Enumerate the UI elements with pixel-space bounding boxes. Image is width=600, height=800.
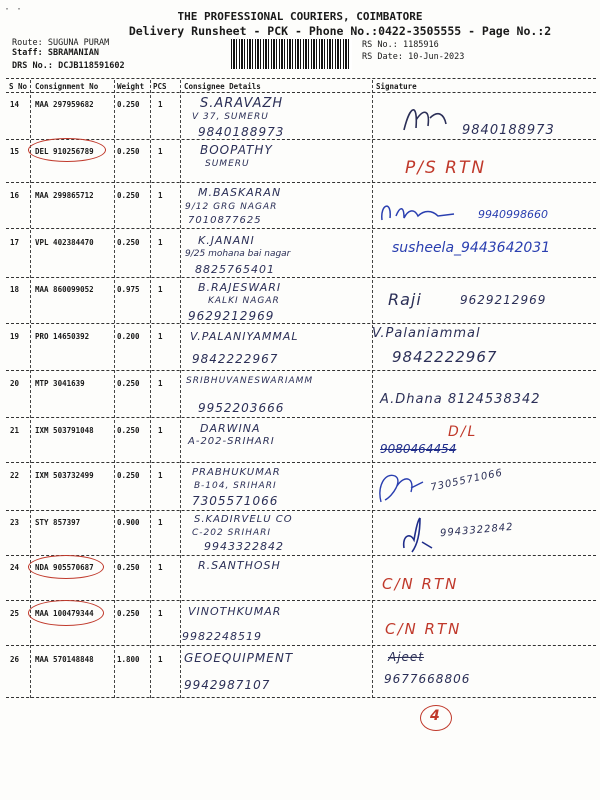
signature-name-phone: susheela_9443642031 [392, 240, 551, 256]
row-consignee-name: DARWINA [200, 422, 261, 435]
row-consignment-no: IXM 503791048 [35, 426, 94, 435]
row-rule [6, 697, 596, 698]
row-consignee-address: A-202-SRIHARI [188, 436, 275, 447]
row-consignee-address: SUMERU [205, 159, 250, 169]
row-consignee-phone: 9629212969 [188, 309, 275, 323]
red-circle-mark [28, 555, 104, 579]
staff-line [12, 48, 99, 58]
row-sno: 18 [10, 285, 20, 294]
route-line [12, 38, 109, 48]
signature-scribble [378, 196, 458, 226]
row-consignee-name: SRIBHUVANESWARIAMM [186, 376, 314, 386]
row-weight: 0.250 [117, 563, 140, 572]
col-divider [180, 80, 181, 698]
drs-label: DRS No.: [12, 61, 53, 71]
red-circle-mark [28, 138, 106, 162]
signature-phone: 9943322842 [439, 521, 514, 540]
rs-no-line [362, 40, 439, 50]
row-weight: 0.250 [117, 609, 140, 618]
row-weight: 0.250 [117, 379, 140, 388]
signature-scribble [400, 100, 450, 136]
row-consignee-phone: 9942987107 [184, 678, 271, 692]
rs-date-label: RS Date: [362, 52, 403, 62]
row-pcs: 1 [158, 655, 163, 664]
col-divider [372, 80, 373, 698]
row-consignment-no: IXM 503732499 [35, 471, 94, 480]
signature-phone: 9840188973 [462, 123, 555, 138]
row-consignee-phone: 7010877625 [188, 215, 262, 226]
struck-signature: Ajeet [388, 650, 425, 664]
row-pcs: 1 [158, 191, 163, 200]
delivered-remark: D/L [448, 424, 478, 440]
row-sno: 17 [10, 238, 20, 247]
row-consignee-name: R.SANTHOSH [198, 559, 281, 572]
col-divider [114, 80, 115, 698]
row-sno: 19 [10, 332, 20, 341]
row-consignee-address: V 37, SUMERU [192, 112, 269, 122]
rs-date-line [362, 52, 464, 62]
page-count-mark: 4 [430, 708, 442, 724]
row-sno: 24 [10, 563, 20, 572]
row-pcs: 1 [158, 379, 163, 388]
row-weight: 0.250 [117, 426, 140, 435]
row-weight: 0.900 [117, 518, 140, 527]
row-consignee-phone: 8825765401 [195, 263, 275, 276]
drs-line [12, 61, 125, 71]
row-consignee-name: BOOPATHY [200, 143, 273, 157]
row-sno: 22 [10, 471, 20, 480]
table-top-rule [6, 78, 596, 79]
row-rule [6, 139, 596, 140]
row-sno: 16 [10, 191, 20, 200]
row-consignee-name: S.KADIRVELU CO [194, 514, 293, 525]
row-weight: 0.250 [117, 238, 140, 247]
row-consignee-phone: 7305571066 [192, 494, 279, 508]
signature-phone: 7305571066 [429, 467, 504, 494]
col-header-pcs: PCS [153, 82, 167, 91]
col-header-signature: Signature [376, 82, 417, 91]
row-consignment-no: PRO 14650392 [35, 332, 90, 341]
row-weight: 0.250 [117, 100, 140, 109]
drs-value: DCJB118591602 [58, 61, 125, 71]
staff-value: SBRAMANIAN [47, 48, 100, 58]
row-consignment-no: VPL 402384470 [35, 238, 94, 247]
row-pcs: 1 [158, 100, 163, 109]
row-rule [6, 277, 596, 278]
row-rule [6, 510, 596, 511]
route-value: SUGUNA PURAM [47, 38, 110, 48]
row-weight: 0.250 [117, 147, 140, 156]
row-consignee-name: V.PALANIYAMMAL [190, 330, 299, 343]
col-divider [30, 80, 31, 698]
row-weight: 0.250 [117, 191, 140, 200]
row-pcs: 1 [158, 147, 163, 156]
col-header-consignee: Consignee Details [184, 82, 261, 91]
signature-name: V.Palaniammal [372, 326, 481, 341]
return-remark: P/S RTN [405, 158, 487, 178]
row-consignee-name: VINOTHKUMAR [188, 605, 282, 618]
signature-name-phone: A.Dhana 8124538342 [380, 392, 541, 407]
company-title: THE PROFESSIONAL COURIERS, COIMBATORE [177, 10, 423, 23]
row-consignment-no: NDA 905570687 [35, 563, 94, 572]
row-consignment-no: MAA 299865712 [35, 191, 94, 200]
row-consignment-no: MTP 3041639 [35, 379, 85, 388]
row-rule [6, 370, 596, 371]
row-pcs: 1 [158, 563, 163, 572]
row-consignment-no: DEL 910256789 [35, 147, 94, 156]
row-consignee-address: B-104, SRIHARI [194, 481, 277, 491]
scan-speck: · · [4, 4, 23, 15]
row-consignee-phone: 9840188973 [198, 125, 285, 139]
row-rule [6, 600, 596, 601]
row-rule [6, 228, 596, 229]
row-rule [6, 323, 596, 324]
row-consignee-address: 9/25 mohana bai nagar [185, 249, 291, 259]
row-sno: 20 [10, 379, 20, 388]
route-label: Route: [12, 38, 43, 48]
barcode [230, 38, 352, 70]
table-header-rule [6, 92, 596, 93]
row-consignment-no: MAA 570148848 [35, 655, 94, 664]
row-rule [6, 462, 596, 463]
row-consignee-name: K.JANANI [198, 234, 255, 247]
row-consignee-phone: 9943322842 [204, 540, 284, 553]
row-consignee-name: GEOEQUIPMENT [184, 651, 294, 665]
row-weight: 0.200 [117, 332, 140, 341]
row-weight: 0.975 [117, 285, 140, 294]
row-sno: 14 [10, 100, 20, 109]
signature-scribble [375, 466, 427, 506]
row-consignment-no: MAA 100479344 [35, 609, 94, 618]
signature-phone: 9842222967 [392, 348, 498, 366]
row-pcs: 1 [158, 518, 163, 527]
row-sno: 25 [10, 609, 20, 618]
row-rule [6, 555, 596, 556]
row-pcs: 1 [158, 609, 163, 618]
return-remark: C/N RTN [385, 620, 462, 638]
row-pcs: 1 [158, 471, 163, 480]
rs-date-value: 10-Jun-2023 [408, 52, 465, 62]
row-rule [6, 182, 596, 183]
row-weight: 0.250 [117, 471, 140, 480]
red-circle-mark [28, 600, 104, 626]
row-pcs: 1 [158, 238, 163, 247]
row-consignee-phone: 9952203666 [198, 401, 285, 415]
row-sno: 15 [10, 147, 20, 156]
row-weight: 1.800 [117, 655, 140, 664]
row-rule [6, 645, 596, 646]
row-consignee-phone: 9842222967 [192, 352, 279, 366]
rs-no-label: RS No.: [362, 40, 398, 50]
row-rule [6, 417, 596, 418]
signature-scribble [398, 514, 438, 554]
row-consignee-name: M.BASKARAN [198, 186, 282, 199]
rs-no-value: 1185916 [402, 40, 439, 50]
struck-signature: 9080464454 [380, 442, 457, 456]
col-header-weight: Weight [117, 82, 145, 91]
row-consignee-phone: 9982248519 [182, 630, 262, 643]
row-consignee-name: S.ARAVAZH [200, 96, 284, 111]
row-pcs: 1 [158, 285, 163, 294]
row-consignee-address: 9/12 GRG NAGAR [185, 202, 278, 212]
row-sno: 26 [10, 655, 20, 664]
row-pcs: 1 [158, 426, 163, 435]
signature-phone: 9940998660 [478, 208, 548, 221]
row-sno: 23 [10, 518, 20, 527]
row-pcs: 1 [158, 332, 163, 341]
signature-phone: 9677668806 [384, 672, 471, 686]
row-consignee-address: KALKI NAGAR [208, 296, 280, 306]
row-consignee-name: PRABHUKUMAR [192, 467, 281, 478]
runsheet-title: Delivery Runsheet - PCK - Phone No.:0422-3505555 - Page No.:2 [128, 24, 552, 38]
row-consignee-address: C-202 SRIHARI [192, 528, 272, 538]
row-sno: 21 [10, 426, 20, 435]
signature-name: Raji [388, 290, 422, 309]
col-header-sno: S No [9, 82, 28, 91]
row-consignment-no: MAA 860099052 [35, 285, 94, 294]
col-header-consignment: Consignment No [35, 82, 99, 91]
col-divider [150, 80, 151, 698]
row-consignment-no: MAA 297959682 [35, 100, 94, 109]
row-consignee-name: B.RAJESWARI [198, 281, 282, 294]
row-consignment-no: STY 857397 [35, 518, 81, 527]
staff-label: Staff: [12, 48, 43, 58]
signature-phone: 9629212969 [460, 293, 547, 307]
return-remark: C/N RTN [382, 575, 459, 593]
